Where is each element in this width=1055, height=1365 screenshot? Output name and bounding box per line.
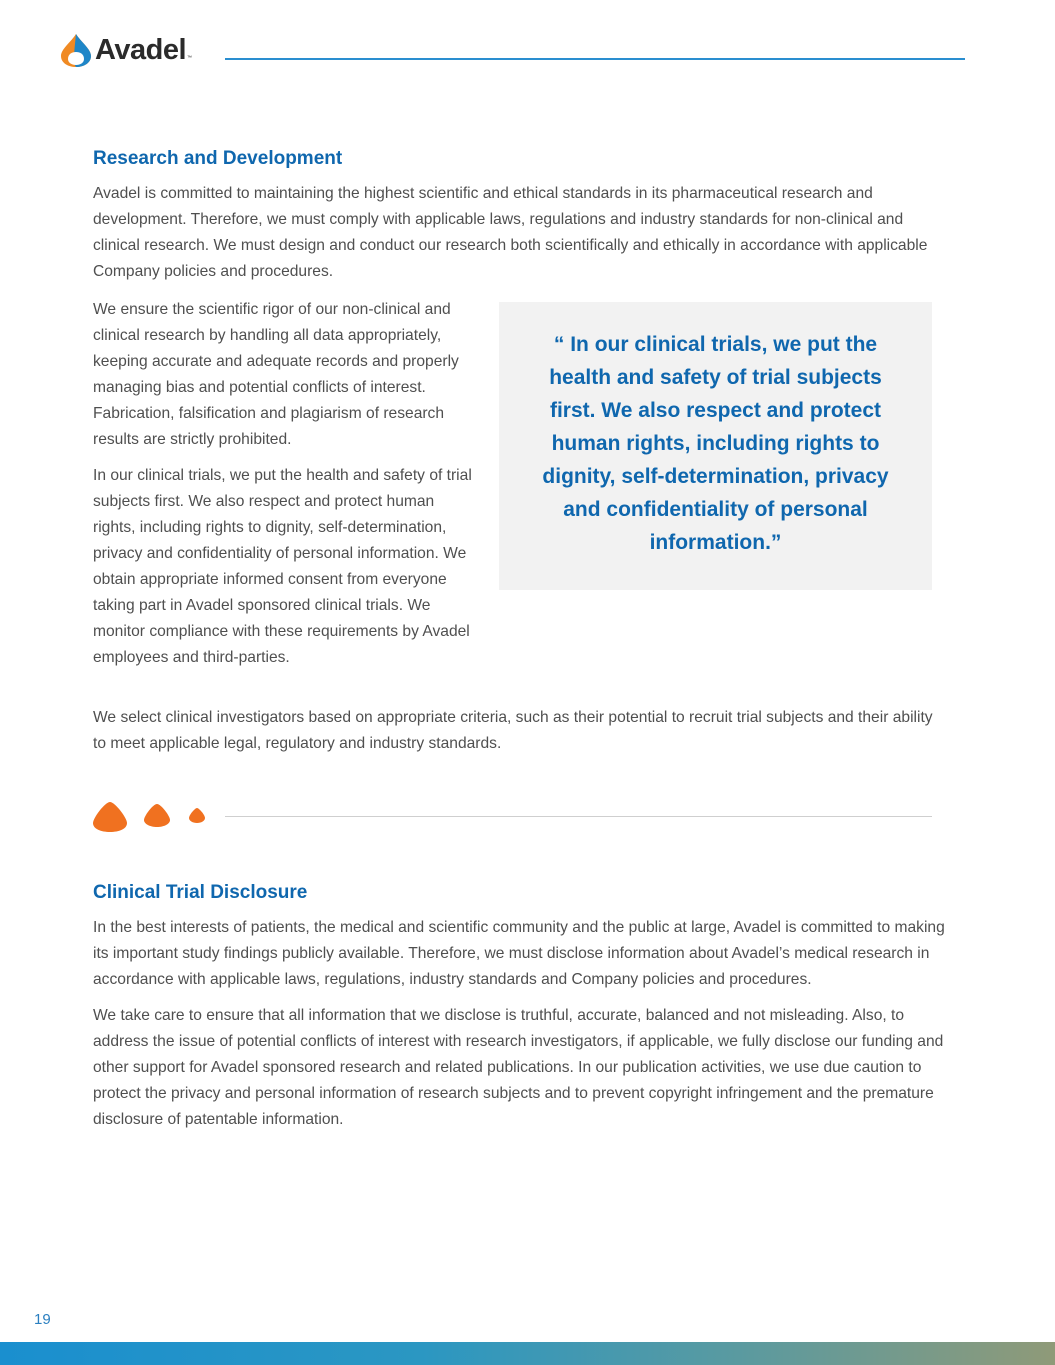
avadel-logo <box>60 33 192 67</box>
research-paragraph-1: Avadel is committed to maintaining the highest scientific and ethical standards in its pharmaceutical research and development. Therefore, we must comply with applicable laws, regulations and industry standards for non-clinical and clinical research. We must design and conduct our research both scientifically and ethically in accordance with applicable Company policies and procedures. <box>93 185 928 280</box>
header-rule <box>225 58 965 60</box>
research-section-intro <box>93 148 948 285</box>
drops-divider-icon <box>93 800 213 834</box>
disclosure-heading: Clinical Trial Disclosure <box>93 882 308 903</box>
disclosure-paragraph-1: In the best interests of patients, the medical and scientific community and the public at large, Avadel is committed to making its important study findings publicly available. Therefore, we must disclose information about Avadel’s medical research in accordance with applicable laws, regulations, industry standards and Company policies and procedures. <box>93 919 945 988</box>
disclosure-section <box>93 882 953 1133</box>
page-header <box>0 0 1055 90</box>
logo-text: Avadel <box>95 33 187 66</box>
research-closing <box>93 705 948 757</box>
research-left-column <box>93 297 473 671</box>
logo-trademark: ™ <box>187 55 193 61</box>
section-divider <box>93 800 933 834</box>
research-paragraph-2: We ensure the scientific rigor of our non-clinical and clinical research by handling all data appropriately, keeping accurate and adequate records and properly managing bias and potential conflicts of interest. Fabrication, falsification and plagiarism of research results are strictly prohibited. <box>93 301 459 448</box>
research-paragraph-3: In our clinical trials, we put the health and safety of trial subjects first. We also respect and protect human rights, including rights to dignity, self-determination, privacy and confidentiality of personal information. We obtain appropriate informed consent from everyone taking part in Avadel sponsored clinical trials. We monitor compliance with these requirements by Avadel employees and third-parties. <box>93 467 472 666</box>
divider-rule <box>225 816 932 817</box>
research-heading: Research and Development <box>93 148 343 169</box>
pull-quote-box <box>499 302 932 590</box>
disclosure-paragraph-2: We take care to ensure that all information that we disclose is truthful, accurate, balanced and not misleading. Also, to address the issue of potential conflicts of interest with research investigators, if applicable, we fully disclose our funding and other support for Avadel sponsored research and related publications. In our publication activities, we use due caution to protect the privacy and personal information of research subjects and to prevent copyright infringement and the premature disclosure of patentable information. <box>93 1007 944 1128</box>
drop-logo-icon <box>60 33 92 67</box>
page-number: 19 <box>34 1311 51 1328</box>
footer-gradient-bar <box>0 1342 1055 1365</box>
pull-quote: “ In our clinical trials, we put the health and safety of trial subjects first. We also respect and protect human rights, including rights to dignity, self-determination, privacy and confidentiality of personal information.” <box>542 333 889 554</box>
research-paragraph-4: We select clinical investigators based on appropriate criteria, such as their potential to recruit trial subjects and their ability to meet applicable legal, regulatory and industry standards. <box>93 709 933 752</box>
